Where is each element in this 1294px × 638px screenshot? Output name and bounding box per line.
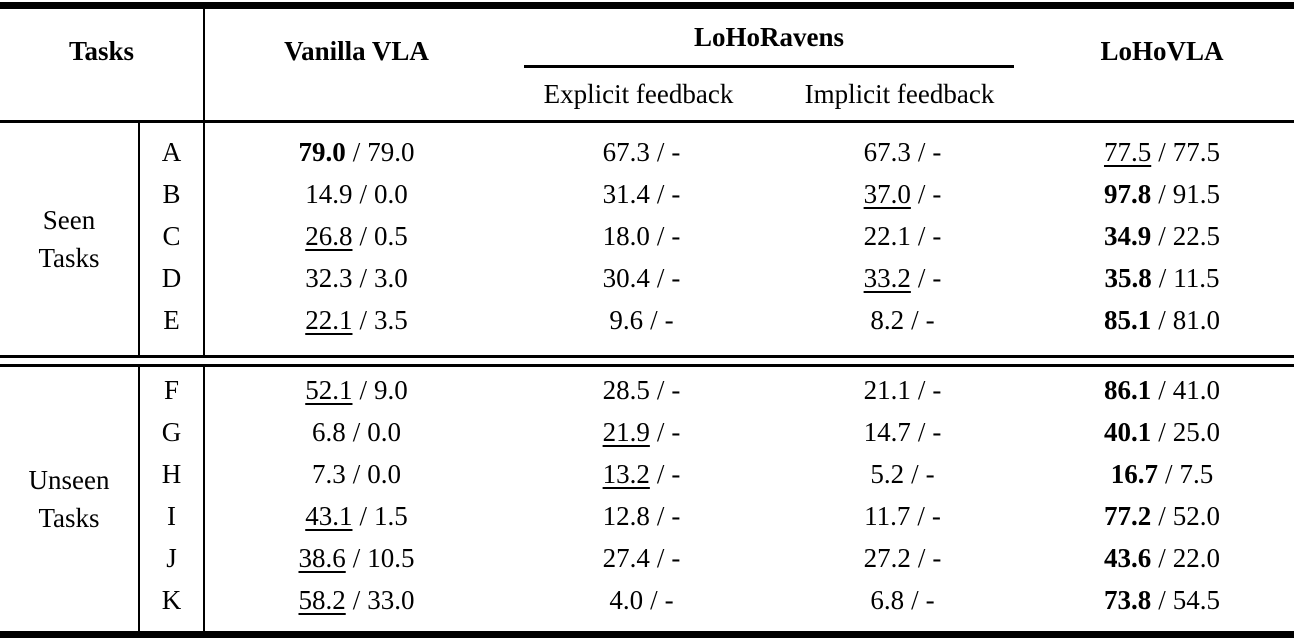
primary-score: 67.3	[863, 137, 911, 167]
explicit-score-cell	[508, 257, 775, 299]
score-separator: /	[656, 375, 665, 405]
primary-score: 12.8	[602, 501, 650, 531]
vanilla-score-cell	[204, 411, 508, 453]
primary-score: 35.8	[1104, 263, 1152, 293]
score-separator: /	[917, 375, 926, 405]
score-separator: /	[656, 137, 665, 167]
secondary-score: 79.0	[367, 137, 415, 167]
task-letter: G	[139, 411, 204, 453]
explicit-score-cell	[508, 122, 775, 174]
score-separator: /	[359, 179, 367, 209]
score-separator: /	[352, 417, 361, 447]
secondary-score: -	[931, 501, 941, 531]
vanilla-score-cell	[204, 173, 508, 215]
header-lohoravens-group	[508, 6, 1030, 122]
primary-score: 28.5	[602, 375, 650, 405]
implicit-score-cell	[775, 257, 1030, 299]
lohovla-score-cell	[1030, 299, 1294, 357]
lohovla-score-cell	[1030, 453, 1294, 495]
score-separator: /	[656, 501, 665, 531]
score-separator: /	[352, 585, 361, 615]
primary-score: 77.2	[1103, 501, 1152, 531]
score-separator: /	[917, 263, 926, 293]
header-vanilla-vla: Vanilla VLA	[204, 6, 508, 122]
lohovla-score-cell	[1030, 537, 1294, 579]
vanilla-score-cell	[204, 299, 508, 357]
primary-score: 8.2	[870, 305, 905, 335]
primary-score: 4.0	[609, 585, 644, 615]
primary-score: 32.3	[305, 263, 353, 293]
vanilla-score-cell	[204, 215, 508, 257]
primary-score: 13.2	[602, 459, 650, 489]
primary-score: 85.1	[1103, 305, 1152, 335]
task-letter: H	[139, 453, 204, 495]
primary-score: 97.8	[1103, 179, 1152, 209]
seen-tasks-section	[0, 122, 1294, 357]
lohovla-score-cell	[1030, 495, 1294, 537]
implicit-score-cell	[775, 215, 1030, 257]
score-separator: /	[917, 137, 926, 167]
primary-score: 9.6	[609, 305, 644, 335]
primary-score: 33.2	[863, 263, 911, 293]
primary-score: 34.9	[1103, 221, 1152, 251]
table-row	[0, 366, 1294, 412]
primary-score: 40.1	[1103, 417, 1152, 447]
primary-score: 73.8	[1103, 585, 1152, 615]
secondary-score: 1.5	[374, 501, 408, 531]
primary-score: 16.7	[1110, 459, 1158, 489]
implicit-score-cell	[775, 122, 1030, 174]
score-separator: /	[917, 543, 926, 573]
comparison-table	[0, 2, 1294, 638]
vanilla-score-cell	[204, 366, 508, 412]
secondary-score: -	[671, 501, 681, 531]
primary-score: 67.3	[602, 137, 650, 167]
lohovla-score-cell	[1030, 579, 1294, 635]
explicit-score-cell	[508, 579, 775, 635]
vanilla-score-cell	[204, 257, 508, 299]
primary-score: 37.0	[863, 179, 911, 209]
score-separator: /	[1158, 263, 1167, 293]
primary-score: 27.4	[602, 543, 650, 573]
vanilla-score-cell	[204, 579, 508, 635]
score-separator: /	[1158, 179, 1166, 209]
secondary-score: -	[671, 263, 681, 293]
score-separator: /	[650, 585, 658, 615]
explicit-score-cell	[508, 173, 775, 215]
score-separator: /	[352, 459, 361, 489]
secondary-score: 54.5	[1172, 585, 1220, 615]
lohovla-score-cell	[1030, 411, 1294, 453]
primary-score: 5.2	[870, 459, 905, 489]
secondary-score: -	[932, 263, 942, 293]
task-letter: I	[139, 495, 204, 537]
header-lohovla: LoHoVLA	[1030, 6, 1294, 122]
vanilla-score-cell	[204, 495, 508, 537]
implicit-score-cell	[775, 453, 1030, 495]
header-explicit-feedback: Explicit feedback	[543, 78, 734, 109]
secondary-score: 52.0	[1172, 501, 1220, 531]
unseen-tasks-section	[0, 366, 1294, 635]
score-separator: /	[911, 585, 919, 615]
secondary-score: 0.5	[374, 221, 408, 251]
primary-score: 58.2	[298, 585, 346, 615]
score-separator: /	[1158, 221, 1166, 251]
score-separator: /	[917, 221, 926, 251]
score-separator: /	[1164, 459, 1173, 489]
lohovla-score-cell	[1030, 215, 1294, 257]
primary-score: 86.1	[1103, 375, 1152, 405]
lohovla-score-cell	[1030, 257, 1294, 299]
header-row	[0, 6, 1294, 122]
score-separator: /	[656, 459, 665, 489]
primary-score: 26.8	[305, 221, 353, 251]
feedback-subheader-row	[508, 68, 1030, 120]
primary-score: 38.6	[298, 543, 346, 573]
score-separator: /	[359, 263, 367, 293]
implicit-score-cell	[775, 579, 1030, 635]
secondary-score: 81.0	[1172, 305, 1220, 335]
score-separator: /	[1158, 417, 1166, 447]
primary-score: 22.1	[863, 221, 911, 251]
explicit-score-cell	[508, 537, 775, 579]
secondary-score: -	[664, 305, 674, 335]
implicit-score-cell	[775, 366, 1030, 412]
secondary-score: -	[932, 375, 942, 405]
primary-score: 79.0	[298, 137, 346, 167]
table-row	[0, 215, 1294, 257]
lohovla-score-cell	[1030, 122, 1294, 174]
secondary-score: -	[671, 543, 681, 573]
header-tasks: Tasks	[0, 6, 204, 122]
score-separator: /	[1158, 585, 1166, 615]
primary-score: 11.7	[864, 501, 911, 531]
primary-score: 22.1	[305, 305, 353, 335]
score-separator: /	[1158, 543, 1166, 573]
secondary-score: -	[664, 585, 674, 615]
secondary-score: -	[932, 543, 942, 573]
primary-score: 30.4	[602, 263, 650, 293]
vanilla-score-cell	[204, 537, 508, 579]
explicit-score-cell	[508, 299, 775, 357]
lohovla-score-cell	[1030, 366, 1294, 412]
section-label-unseen: Unseen Tasks	[0, 366, 139, 635]
primary-score: 6.8	[870, 585, 905, 615]
score-separator: /	[359, 375, 367, 405]
table-row	[0, 495, 1294, 537]
table-row	[0, 537, 1294, 579]
implicit-score-cell	[775, 537, 1030, 579]
secondary-score: -	[671, 137, 681, 167]
score-separator: /	[656, 543, 665, 573]
score-separator: /	[911, 305, 919, 335]
secondary-score: -	[671, 459, 681, 489]
secondary-score: 10.5	[367, 543, 415, 573]
implicit-score-cell	[775, 299, 1030, 357]
score-separator: /	[1158, 305, 1166, 335]
primary-score: 43.6	[1103, 543, 1152, 573]
secondary-score: 3.0	[374, 263, 408, 293]
table-row	[0, 122, 1294, 174]
section-label-seen: Seen Tasks	[0, 122, 139, 357]
task-letter: K	[139, 579, 204, 635]
task-letter: C	[139, 215, 204, 257]
score-separator: /	[1158, 137, 1166, 167]
secondary-score: -	[932, 417, 942, 447]
secondary-score: -	[671, 221, 681, 251]
score-separator: /	[656, 263, 665, 293]
primary-score: 43.1	[305, 501, 353, 531]
vanilla-score-cell	[204, 122, 508, 174]
primary-score: 27.2	[863, 543, 911, 573]
score-separator: /	[352, 543, 361, 573]
secondary-score: -	[925, 459, 935, 489]
secondary-score: 3.5	[374, 305, 408, 335]
implicit-score-cell	[775, 495, 1030, 537]
secondary-score: 9.0	[374, 375, 408, 405]
score-separator: /	[656, 417, 665, 447]
section-divider-double-rule	[0, 357, 1294, 366]
primary-score: 21.1	[863, 375, 911, 405]
secondary-score: -	[671, 375, 681, 405]
secondary-score: 22.5	[1172, 221, 1220, 251]
primary-score: 7.3	[311, 459, 346, 489]
secondary-score: 0.0	[367, 417, 401, 447]
primary-score: 6.8	[311, 417, 346, 447]
primary-score: 14.7	[863, 417, 911, 447]
table-row	[0, 411, 1294, 453]
lohovla-score-cell	[1030, 173, 1294, 215]
header-lohoravens: LoHoRavens	[693, 22, 845, 52]
table-row	[0, 579, 1294, 635]
explicit-score-cell	[508, 366, 775, 412]
explicit-score-cell	[508, 215, 775, 257]
primary-score: 52.1	[305, 375, 353, 405]
score-separator: /	[656, 221, 665, 251]
score-separator: /	[1158, 375, 1166, 405]
score-separator: /	[352, 137, 361, 167]
implicit-score-cell	[775, 411, 1030, 453]
secondary-score: 22.0	[1172, 543, 1220, 573]
secondary-score: -	[932, 221, 942, 251]
score-separator: /	[917, 179, 926, 209]
explicit-score-cell	[508, 495, 775, 537]
score-separator: /	[359, 305, 367, 335]
secondary-score: 77.5	[1172, 137, 1220, 167]
table-row	[0, 299, 1294, 357]
secondary-score: -	[671, 417, 681, 447]
vanilla-score-cell	[204, 453, 508, 495]
primary-score: 18.0	[602, 221, 650, 251]
table-row	[0, 173, 1294, 215]
header-implicit-feedback: Implicit feedback	[804, 78, 995, 109]
score-separator: /	[911, 459, 919, 489]
task-letter: F	[139, 366, 204, 412]
score-separator: /	[917, 417, 926, 447]
implicit-score-cell	[775, 173, 1030, 215]
table-row	[0, 257, 1294, 299]
secondary-score: 25.0	[1172, 417, 1220, 447]
primary-score: 31.4	[602, 179, 650, 209]
score-separator: /	[917, 501, 925, 531]
secondary-score: -	[925, 305, 935, 335]
task-letter: D	[139, 257, 204, 299]
task-letter: A	[139, 122, 204, 174]
score-separator: /	[359, 501, 367, 531]
primary-score: 21.9	[602, 417, 650, 447]
secondary-score: 0.0	[367, 459, 401, 489]
table-row	[0, 453, 1294, 495]
secondary-score: 91.5	[1172, 179, 1220, 209]
explicit-score-cell	[508, 411, 775, 453]
score-separator: /	[1158, 501, 1166, 531]
task-letter: E	[139, 299, 204, 357]
secondary-score: -	[932, 179, 942, 209]
task-letter: B	[139, 173, 204, 215]
secondary-score: -	[671, 179, 681, 209]
secondary-score: 33.0	[367, 585, 415, 615]
score-separator: /	[359, 221, 367, 251]
score-separator: /	[656, 179, 665, 209]
secondary-score: -	[925, 585, 935, 615]
explicit-score-cell	[508, 453, 775, 495]
task-letter: J	[139, 537, 204, 579]
primary-score: 14.9	[305, 179, 353, 209]
primary-score: 77.5	[1103, 137, 1152, 167]
score-separator: /	[650, 305, 658, 335]
secondary-score: 11.5	[1173, 263, 1220, 293]
secondary-score: -	[932, 137, 942, 167]
secondary-score: 41.0	[1172, 375, 1220, 405]
secondary-score: 7.5	[1179, 459, 1214, 489]
secondary-score: 0.0	[374, 179, 408, 209]
